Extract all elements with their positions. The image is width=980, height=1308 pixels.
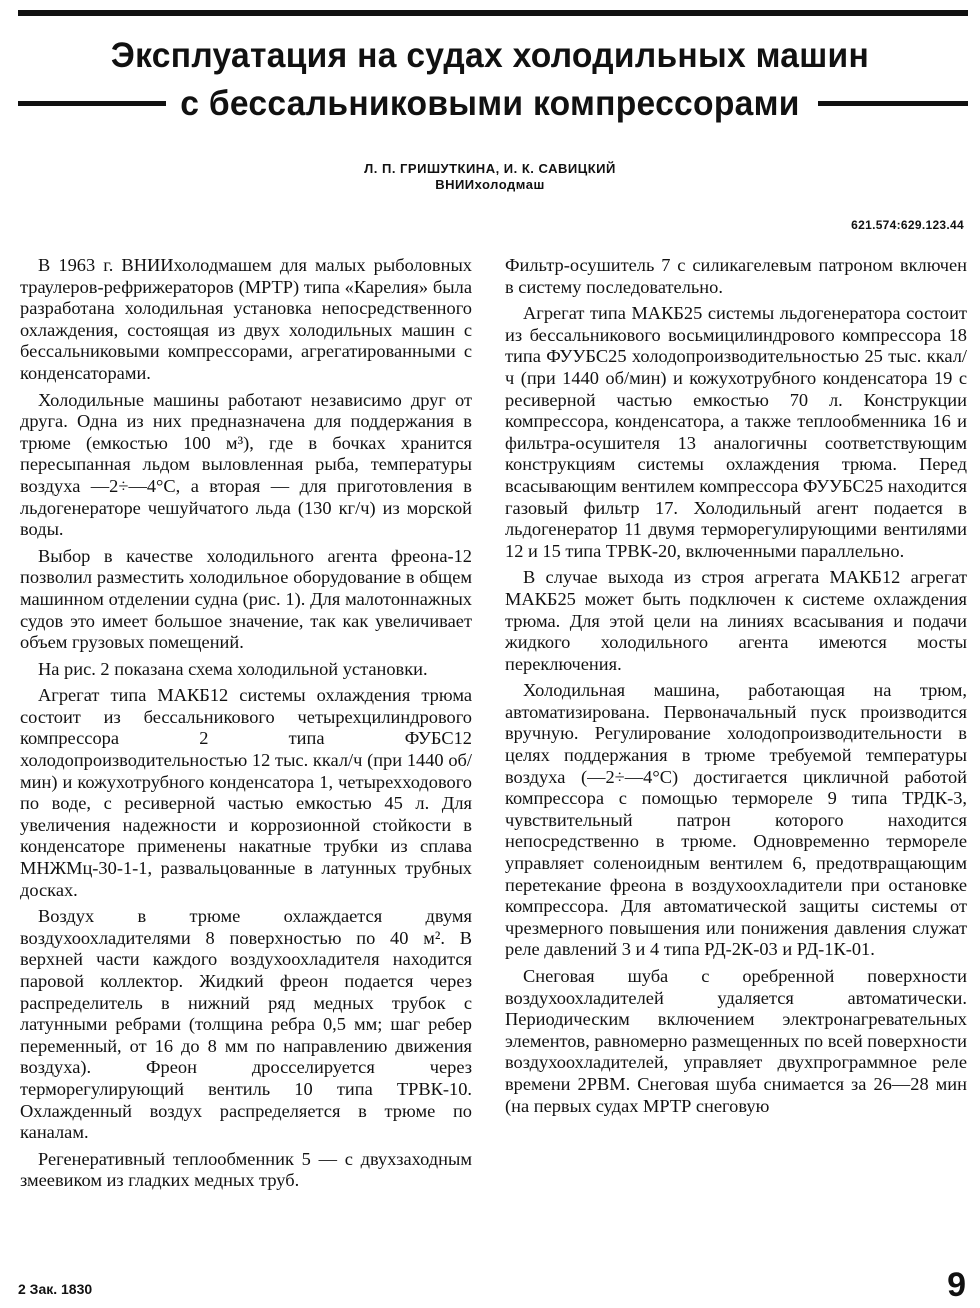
paragraph: Агрегат типа МАКБ25 системы льдогенератора состоит из бессальникового восьмицилиндрового компрессора 18 типа ФУУБС25 холодопроизводительностью 25 тыс. ккал/ч (при 1440 об/мин) и кожухотрубного конденсатора 19 с ресиверной частью емкостью 70 л. Конструкции компрессора, конденсатора, а также теплообменника 16 и фильтра-осушителя 13 аналогичны соответствующим конструкциям системы охлаждения трюма. Перед всасывающим вентилем компрессора ФУУБС25 находится газовый фильтр 17. Холодильный агент подается в льдогенератор 11 двумя терморегулирующими вентилями 12 и 15 типа ТРВК-20, включенными параллельно. <box>505 303 967 561</box>
paragraph: Воздух в трюме охлаждается двумя воздухоохладителями 8 поверхностью по 40 м². В верхней части каждого воздухоохладителя находится паровой коллектор. Жидкий фреон подается через распределитель в нижний ряд медных трубок с латунными ребрами (толщина ребра 0,5 мм; шаг ребер переменный, от 16 до 8 мм по направлению движения воздуха). Фреон дросселируется через терморегулирующий вентиль 10 типа ТРВК-10. Охлажденный воздух распределяется в трюме по каналам. <box>20 906 472 1143</box>
author-affiliation: ВНИИхолодмаш <box>435 177 545 192</box>
paragraph: В 1963 г. ВНИИхолодмашем для малых рыболовных траулеров-рефрижераторов (МРТР) типа «Карелия» была разработана холодильная установка непосредственного охлаждения, состоящая из двух холодильных машин с бессальниковыми компрессорами, агрегатированными с конденсаторами. <box>20 255 472 383</box>
title-rule-right <box>818 101 968 106</box>
article-authors: Л. П. ГРИШУТКИНА, И. К. САВИЦКИЙ <box>364 161 616 176</box>
paragraph: Снеговая шуба с оребренной поверхности воздухоохладителей удаляется автоматически. Периодическим включением электронагревательных элементов, равномерно размещенных по всей поверхности воздухоохладителей, управляет двухпрограммное реле времени 2РВМ. Снеговая шуба снимается за 26—28 мин (на первых судах МРТР снеговую <box>505 966 967 1116</box>
print-signature: 2 Зак. 1830 <box>18 1281 93 1297</box>
article-title-line-1: Эксплуатация на судах холодильных машин <box>110 36 870 75</box>
paragraph: На рис. 2 показана схема холодильной установки. <box>38 658 428 679</box>
paragraph: Регенеративный теплообменник 5 — с двухзаходным змеевиком из гладких медных труб. <box>20 1148 472 1191</box>
page-number: 9 <box>947 1266 966 1304</box>
paragraph: В случае выхода из строя агрегата МАКБ12 агрегат МАКБ25 может быть подключен к системе охлаждения трюма. Для этой цели на линиях всасывания и подачи жидкого холодильного агента имеются мосты переключения. <box>505 567 967 674</box>
paragraph: Холодильная машина, работающая на трюм, автоматизирована. Первоначальный пуск производится вручную. Регулирование холодопроизводительности в целях поддержания в трюме требуемой температуры воздуха (—2÷—4°С) достигается цикличной работой компрессора с помощью термореле 9 типа ТРДК-3, чувствительный патрон которого находится непосредственно в трюме. Одновременно термореле управляет соленоидным вентилем 6, предотвращающим перетекание фреона в воздухоохладители при остановке компрессора. Для автоматической защиты системы от чрезмерного повышения или понижения давления служат реле давлений 3 и 4 типа РД-2К-03 и РД-1К-01. <box>505 680 967 960</box>
paragraph: Выбор в качестве холодильного агента фреона-12 позволил разместить холодильное оборудование в общем машинном отделении судна (рис. 1). Для малотоннажных судов это имеет большое значение, так как увеличивает объем грузовых помещений. <box>20 545 472 653</box>
paragraph-continuation: Фильтр-осушитель 7 с силикагелевым патроном включен в систему последовательно. <box>505 255 967 297</box>
article-title-line-2: с бессальниковыми компрессорами <box>180 84 800 123</box>
udc-code: 621.574:629.123.44 <box>851 218 964 232</box>
article-column-left <box>20 255 472 1283</box>
paragraph: Агрегат типа МАКБ12 системы охлаждения трюма состоит из бессальникового четырехцилиндрового компрессора 2 типа ФУБС12 холодопроизводительностью 12 тыс. ккал/ч (при 1440 об/мин) и кожухотрубного конденсатора 1, четырехходового по воде, с ресиверной частью емкостью 45 л. Для увеличения надежности и коррозионной стойкости в конденсаторе применены накатные трубки из сплава МНЖМц-30-1-1, развальцованные в латунных трубных досках. <box>20 685 472 900</box>
top-rule <box>18 10 968 16</box>
paragraph: Холодильные машины работают независимо друг от друга. Одна из них предназначена для поддержания в трюме (емкостью 100 м³), где в бочках хранится пересыпанная льдом выловленная рыба, температуры воздуха —2÷—4°С, а вторая — для приготовления в льдогенераторе чешуйчатого льда (130 кг/ч) из морской воды. <box>20 389 472 540</box>
article-column-right <box>505 255 967 1283</box>
